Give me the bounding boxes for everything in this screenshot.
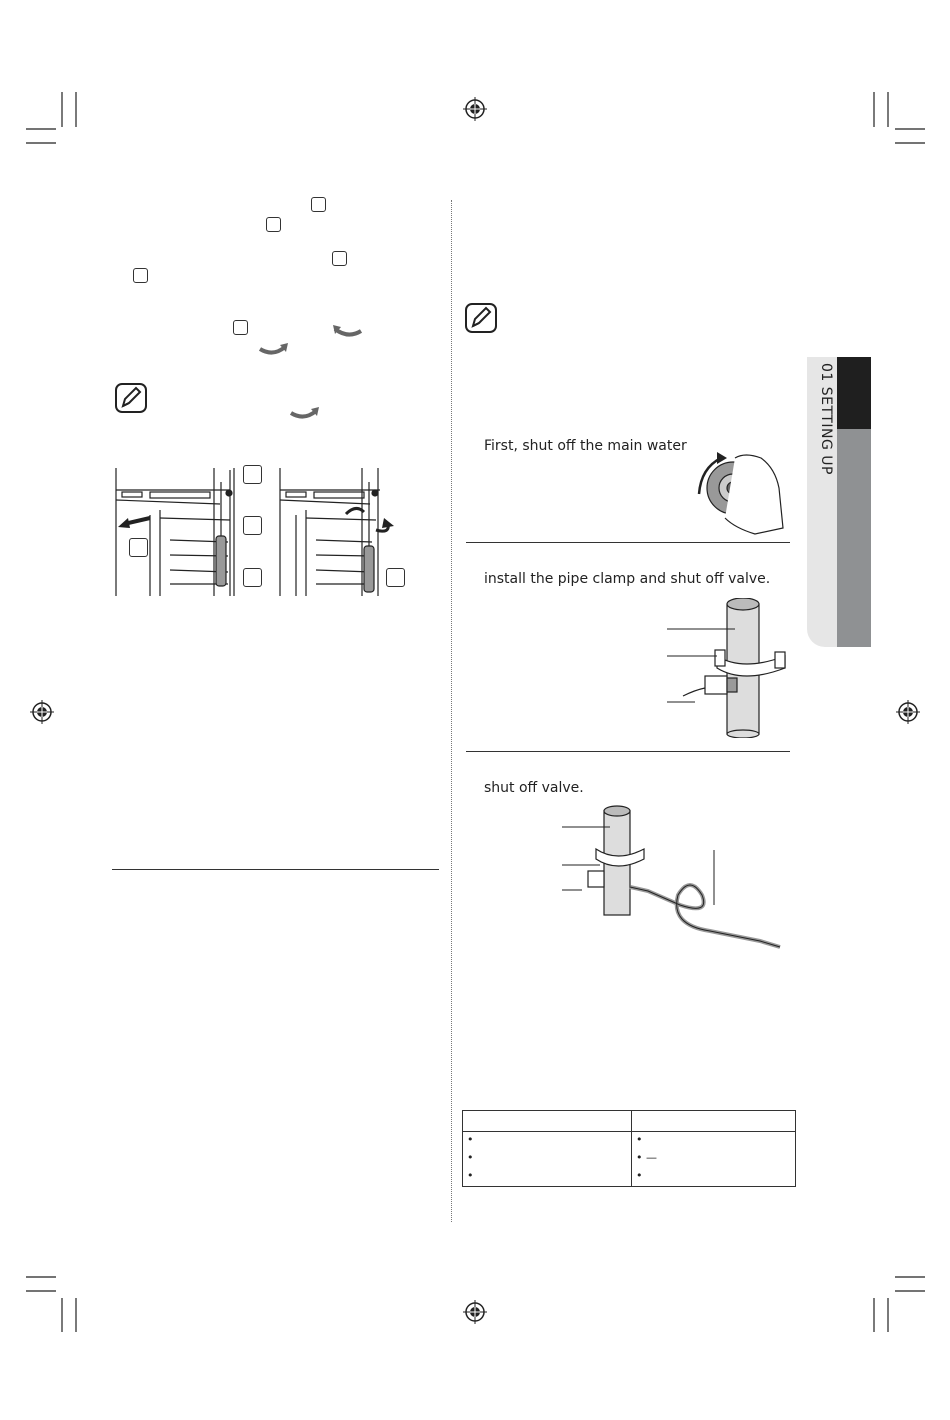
number-box-icon (233, 320, 248, 335)
table-header (632, 1111, 796, 1132)
chapter-side-tab (807, 357, 871, 647)
registration-mark-icon (463, 1300, 487, 1324)
column-divider (451, 200, 452, 1222)
number-box-icon (243, 465, 262, 484)
step1-text: First, shut off the main water (484, 438, 687, 454)
registration-mark-icon (463, 97, 487, 121)
pipe-clamp-illustration (665, 598, 790, 738)
number-box-icon (243, 568, 262, 587)
registration-mark-icon (30, 700, 54, 724)
rotate-arrow-icon (333, 325, 363, 339)
table-cell: • (632, 1132, 796, 1151)
section-rule (466, 751, 790, 752)
registration-mark-icon (896, 700, 920, 724)
table-cell: • (463, 1132, 632, 1151)
table-cell: • (463, 1150, 632, 1168)
table-cell: • (632, 1168, 796, 1187)
rotate-arrow-icon (289, 407, 319, 421)
water-valve-hand-illustration (695, 448, 790, 536)
number-box-icon (266, 217, 281, 232)
side-tab-dark-block (837, 357, 871, 429)
valve-tubing-illustration (560, 805, 790, 960)
number-box-icon (332, 251, 347, 266)
number-box-icon (133, 268, 148, 283)
step3-text: shut off valve. (484, 780, 584, 796)
side-tab-grey-block (837, 429, 871, 647)
number-box-icon (311, 197, 326, 212)
table-header (463, 1111, 632, 1132)
side-tab-label: 01 SETTING UP (818, 363, 834, 475)
table-cell: • (463, 1168, 632, 1187)
number-box-icon (129, 538, 148, 557)
number-box-icon (386, 568, 405, 587)
note-pencil-icon (465, 303, 497, 333)
table-cell: • — (632, 1150, 796, 1168)
section-rule (112, 869, 439, 870)
step2-text: install the pipe clamp and shut off valve. (484, 571, 771, 587)
spec-table (462, 1110, 796, 1187)
section-rule (466, 542, 790, 543)
note-pencil-icon (115, 383, 147, 413)
rotate-arrow-icon (258, 343, 288, 357)
number-box-icon (243, 516, 262, 535)
